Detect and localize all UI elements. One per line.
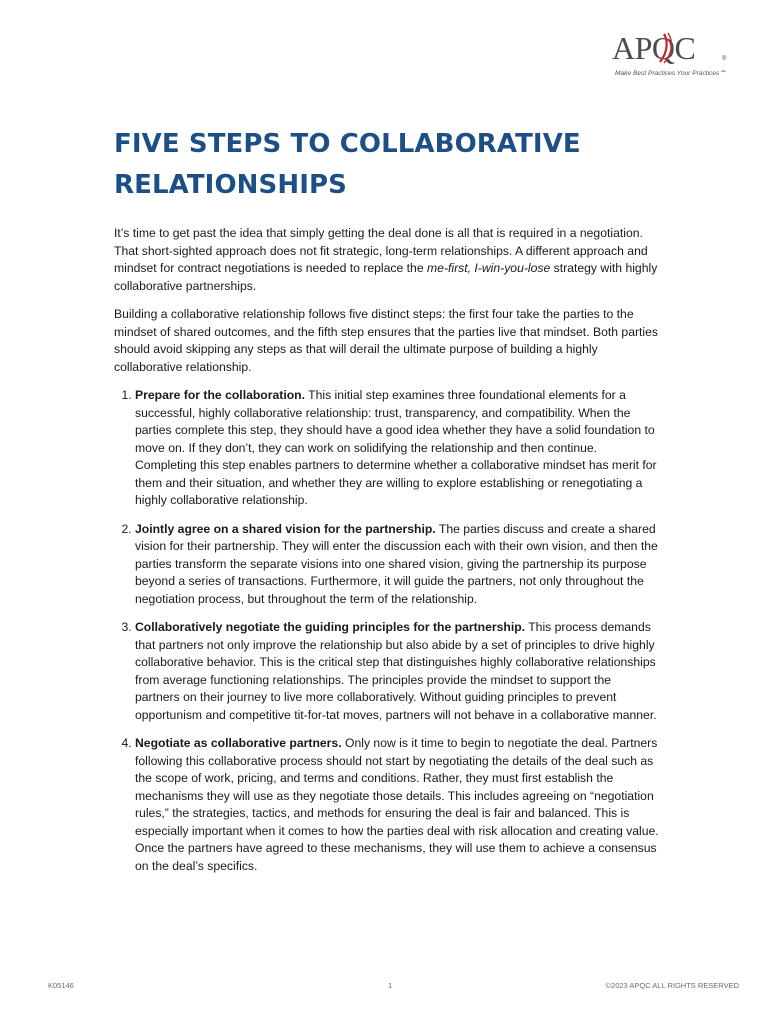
- step-body: This process demands that partners not only improve the relationship but also abide by a set of principles to drive highly collaborative behavior. This is the critical step that distinguishes highly collaborative relationships from average functioning relationships. The principles provide the mindset to support the partners on their journey to live more collaboratively. Without guiding principles to prevent opportunism and competitive tit-for-tat moves, partners will not behave in a collaborative manner.: [135, 620, 657, 722]
- step-item: [135, 521, 659, 609]
- intro-emphasis: me-first, I-win-you-lose: [427, 261, 551, 275]
- footer-page-number: 1: [388, 981, 393, 990]
- step-item: [135, 387, 659, 510]
- steps-list: [114, 387, 659, 875]
- logo-wordmark: APQC: [612, 30, 696, 66]
- logo-swoosh-icon: [654, 30, 688, 66]
- footer-copyright: ©2023 APQC ALL RIGHTS RESERVED: [605, 981, 739, 990]
- step-item: [135, 735, 659, 875]
- step-body: This initial step examines three foundational elements for a successful, highly collaborative relationship: trust, transparency, and compatibility. When the parties complete this step, they should have a good idea whether they have a solid foundation to move on. If they don’t, they can work on solidifying the relationship and then continue. Completing this step enables partners to determine whether a collaborative mindset has merit for them and their situation, and whether they are willing to explore establishing or renegotiating a highly collaborative relationship.: [135, 388, 657, 507]
- step-item: [135, 619, 659, 724]
- footer-doc-id: K05146: [48, 981, 74, 990]
- registered-mark: ®: [722, 56, 727, 62]
- apqc-logo: [612, 30, 737, 82]
- page-title: FIVE STEPS TO COLLABORATIVE RELATIONSHIPS: [114, 129, 581, 200]
- intro-paragraph: It’s time to get past the idea that simply getting the deal done is all that is required in a negotiation. That short-sighted approach does not fit strategic, long-term relationships. A different approach and mindset for contract negotiations is needed to replace the me-first, I-win-you-lose strategy with highly collaborative partnerships.: [114, 226, 658, 293]
- document-body: [114, 225, 659, 886]
- step-heading: Prepare for the collaboration.: [135, 388, 305, 402]
- overview-paragraph: Building a collaborative relationship follows five distinct steps: the first four take the parties to the mindset of shared outcomes, and the fifth step ensures that the parties live that mindset. Both parties should avoid skipping any steps as that will derail the ultimate purpose of building a highly collaborative relationship.: [114, 307, 658, 374]
- step-heading: Collaboratively negotiate the guiding principles for the partnership.: [135, 620, 526, 634]
- logo-tagline: Make Best Practices Your Practices℠: [615, 70, 727, 77]
- step-heading: Jointly agree on a shared vision for the partnership.: [135, 521, 436, 536]
- step-body: Only now is it time to begin to negotiate the deal. Partners following this collaborative process should not start by negotiating the details of the deal such as the scope of work, pricing, and terms and conditions. Rather, they must first establish the mechanisms they will use as they negotiate those details. This includes agreeing on “negotiation rules,” the strategies, tactics, and methods for ensuring the deal is fair and balanced. This is especially important when it comes to how the parties deal with risk allocation and creating value. Once the partners have agreed to these mechanisms, they will use them to achieve a consensus on the deal’s specifics.: [135, 736, 659, 873]
- step-body: The parties discuss and create a shared vision for their partnership. They will enter the discussion each with their own vision, and then the parties transform the separate visions into one shared vision, giving the partnership its purpose beyond a series of transactions. Furthermore, it will guide the partners, not only throughout the negotiation process, but throughout the term of the relationship.: [135, 521, 658, 606]
- step-heading: Negotiate as collaborative partners.: [135, 736, 342, 750]
